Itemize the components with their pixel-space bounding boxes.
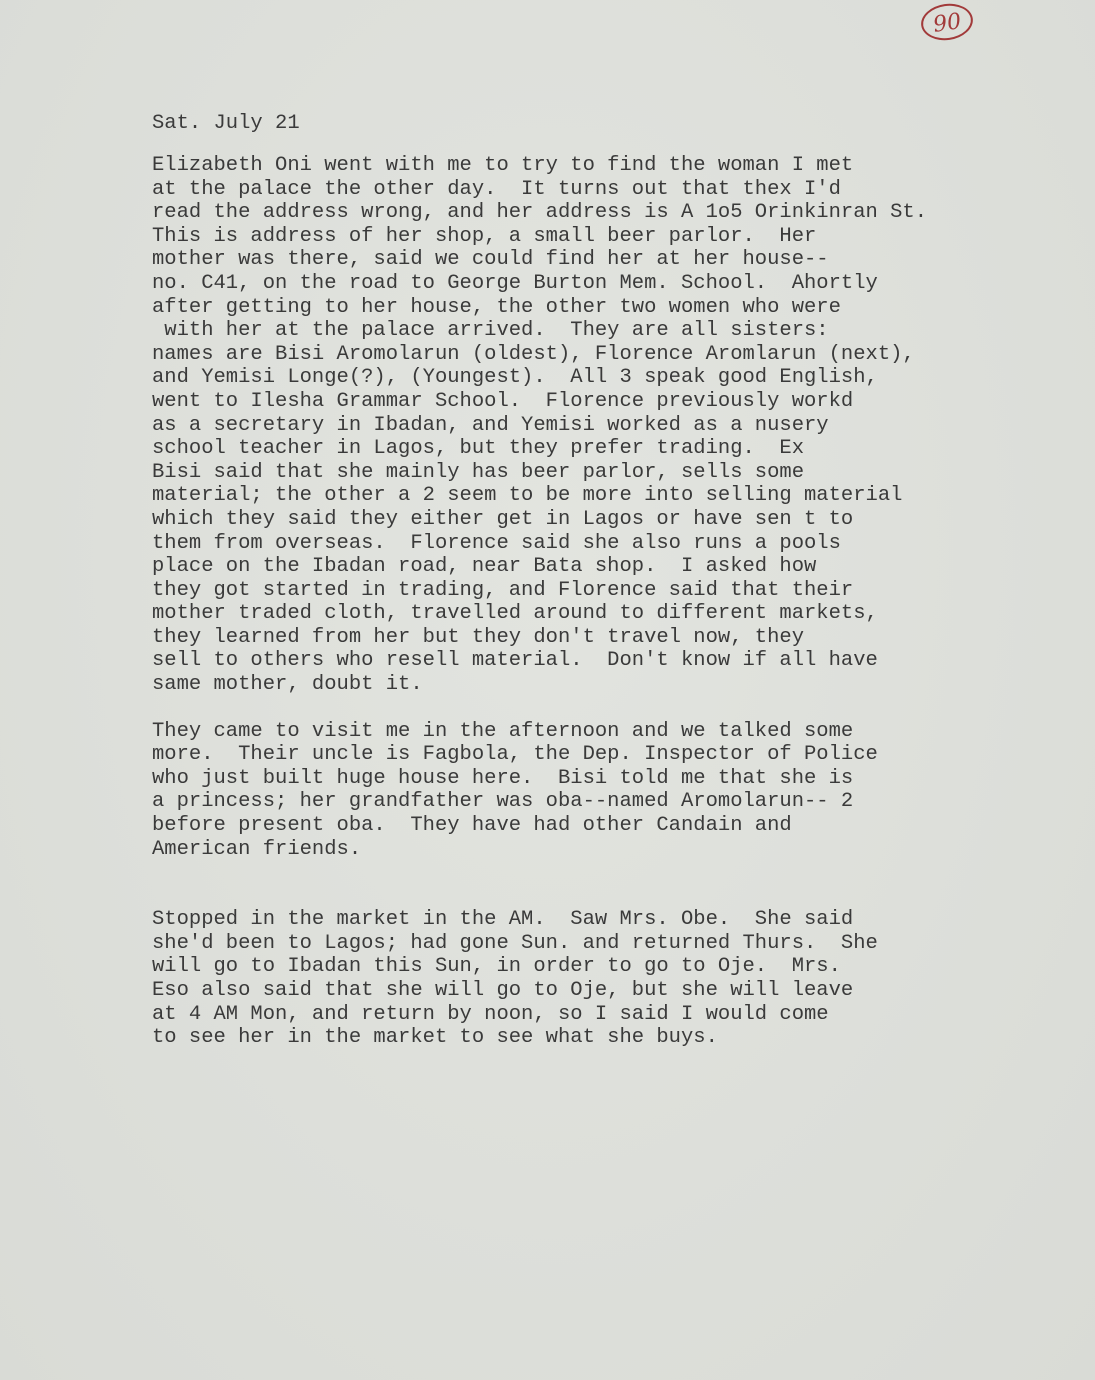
text-line: a princess; her grandfather was oba--named Aromolarun-- 2	[152, 790, 854, 814]
text-line: before present oba. They have had other Candain and	[152, 814, 792, 838]
text-line: to see her in the market to see what she buys.	[152, 1026, 718, 1050]
text-line: sell to others who resell material. Don't know if all have	[152, 649, 878, 673]
text-line: which they said they either get in Lagos or have sen t to	[152, 507, 854, 531]
text-line: They came to visit me in the afternoon and we talked some	[152, 719, 854, 743]
date-heading: Sat. July 21	[152, 112, 300, 135]
text-line: who just built huge house here. Bisi told me that she is	[152, 766, 854, 790]
text-line: went to Ilesha Grammar School. Florence previously workd	[152, 389, 854, 413]
text-line: same mother, doubt it.	[152, 673, 423, 697]
document-body	[152, 154, 1032, 1050]
text-line: they got started in trading, and Florence said that their	[152, 578, 854, 602]
text-line: at the palace the other day. It turns out that thex I'd	[152, 177, 841, 201]
text-line: school teacher in Lagos, but they prefer trading. Ex	[152, 437, 805, 461]
text-line: after getting to her house, the other two women who were	[152, 295, 841, 319]
text-line: Bisi said that she mainly has beer parlor, sells some	[152, 460, 805, 484]
text-line: material; the other a 2 seem to be more into selling material	[152, 484, 903, 508]
text-line: mother was there, said we could find her at her house--	[152, 248, 829, 272]
text-line: and Yemisi Longe(?), (Youngest). All 3 speak good English,	[152, 366, 878, 390]
text-line: as a secretary in Ibadan, and Yemisi worked as a nusery	[152, 413, 829, 437]
text-line: names are Bisi Aromolarun (oldest), Florence Aromlarun (next),	[152, 342, 915, 366]
text-line: This is address of her shop, a small beer parlor. Her	[152, 224, 817, 248]
text-line: she'd been to Lagos; had gone Sun. and returned Thurs. She	[152, 931, 878, 955]
text-line: more. Their uncle is Fagbola, the Dep. Inspector of Police	[152, 743, 878, 767]
page-number-annotation: 90	[919, 1, 976, 44]
paragraph-afternoon-visit	[152, 720, 1032, 862]
text-line: place on the Ibadan road, near Bata shop. I asked how	[152, 555, 817, 579]
text-line: Eso also said that she will go to Oje, but she will leave	[152, 979, 854, 1002]
paragraph-visit-sisters	[152, 154, 1032, 697]
text-line: read the address wrong, and her address is A 1o5 Orinkinran St.	[152, 201, 928, 225]
text-line: mother traded cloth, travelled around to different markets,	[152, 602, 878, 626]
text-line: Stopped in the market in the AM. Saw Mrs. Obe. She said	[152, 908, 854, 932]
text-line: no. C41, on the road to George Burton Mem. School. Ahortly	[152, 271, 878, 295]
text-line: with her at the palace arrived. They are all sisters:	[152, 319, 829, 343]
text-line: will go to Ibadan this Sun, in order to go to Oje. Mrs.	[152, 955, 841, 979]
text-line: Elizabeth Oni went with me to try to find the woman I met	[152, 154, 854, 177]
text-line: they learned from her but they don't travel now, they	[152, 625, 805, 649]
text-line: at 4 AM Mon, and return by noon, so I said I would come	[152, 1002, 829, 1026]
text-line: them from overseas. Florence said she also runs a pools	[152, 531, 841, 555]
paragraph-market-visit	[152, 908, 1032, 1050]
text-line: American friends.	[152, 837, 362, 861]
